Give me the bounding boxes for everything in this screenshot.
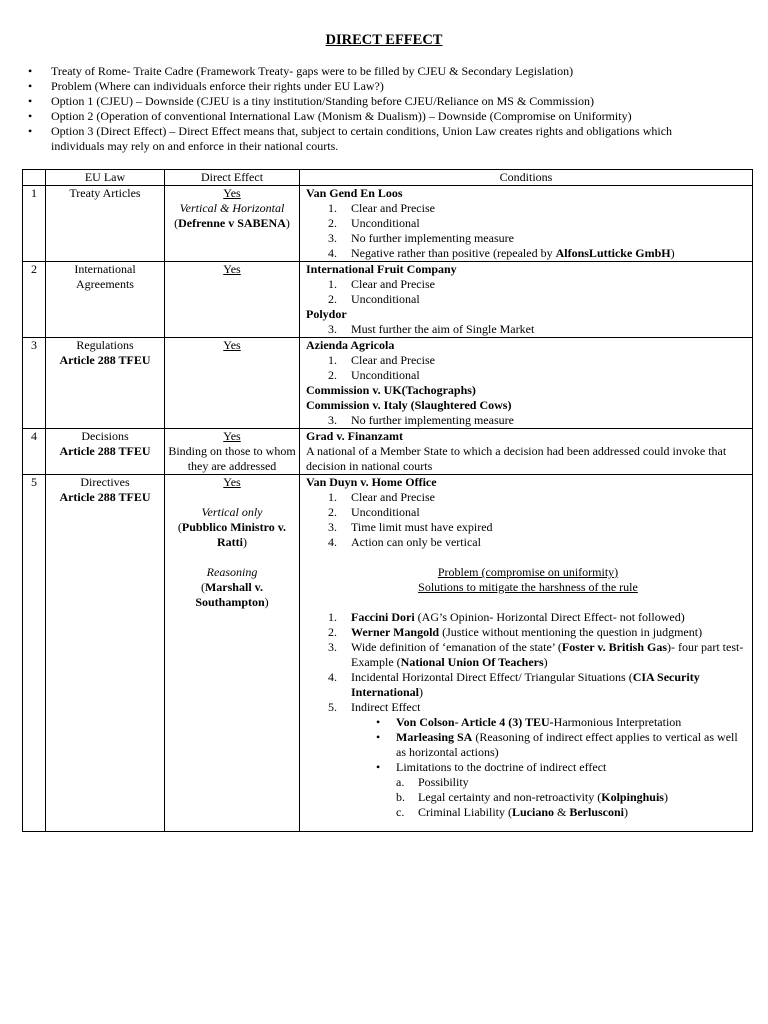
direct-effect-reasoning: Reasoning: [206, 565, 258, 579]
list-item: 3. Must further the aim of Single Market: [328, 322, 535, 336]
intro-item: • Treaty of Rome- Traite Cadre (Framework Treaty- gaps were to be filled by CJEU & Secondary Legislation): [26, 64, 686, 79]
page-title: DIRECT EFFECT: [325, 32, 443, 48]
conditions-list: [306, 413, 750, 428]
direct-effect-scope: Vertical only: [201, 505, 263, 519]
direct-effect-note: Binding on those to whom they are addressed: [168, 444, 296, 473]
case-name: International Fruit Company: [306, 262, 457, 276]
conditions-list: [306, 353, 750, 383]
conditions-list: [306, 201, 750, 261]
eu-law-article: Article 288 TFEU: [59, 444, 151, 458]
case-name: Azienda Agricola: [306, 338, 395, 352]
case-name: Commission v. UK(Tachographs): [306, 383, 476, 397]
list-item: 5. Indirect Effect: [328, 700, 421, 714]
intro-item: • Option 1 (CJEU) – Downside (CJEU is a tiny institution/Standing before CJEU/Reliance on MS & Commission): [26, 94, 686, 109]
list-item: 3. No further implementing measure: [328, 413, 514, 427]
header-num: [23, 170, 46, 186]
direct-effect-cell: [165, 262, 300, 338]
direct-effect-yes: Yes: [223, 338, 241, 352]
direct-effect-table: [22, 169, 753, 832]
table-row: [23, 338, 753, 429]
indirect-effect-list: [306, 715, 750, 775]
case-name: Van Gend En Loos: [306, 186, 403, 200]
list-item: 1. Clear and Precise: [328, 201, 435, 215]
conditions-list: [306, 322, 750, 337]
list-item: 2. Werner Mangold (Justice without mentioning the question in judgment): [328, 625, 703, 639]
list-item: 3. Wide definition of ‘emanation of the state’ (Foster v. British Gas)- four part test- Example (National Union Of Teachers): [328, 640, 744, 669]
eu-law-name: Regulations: [76, 338, 134, 352]
eu-law-name: Directives: [80, 475, 130, 489]
problem-heading: Problem (compromise on uniformity): [437, 565, 619, 579]
list-item: 3. Time limit must have expired: [328, 520, 493, 534]
conditions-cell: [300, 262, 753, 338]
conditions-cell: [300, 338, 753, 429]
direct-effect-cell: [165, 186, 300, 262]
intro-list: [26, 64, 686, 154]
list-item: 1. Faccini Dori (AG’s Opinion- Horizontal Direct Effect- not followed): [328, 610, 685, 624]
list-item: c. Criminal Liability (Luciano & Berlusconi): [396, 805, 629, 819]
direct-effect-scope: Vertical & Horizontal: [179, 201, 285, 215]
conditions-cell: [300, 429, 753, 475]
eu-law-cell: [46, 262, 165, 338]
direct-effect-cell: [165, 475, 300, 832]
list-item: b. Legal certainty and non-retroactivity (Kolpinghuis): [396, 790, 668, 804]
list-item: 4. Action can only be vertical: [328, 535, 481, 549]
row-number: 3: [23, 338, 46, 429]
direct-effect-yes: Yes: [223, 186, 241, 200]
case-name: Van Duyn v. Home Office: [306, 475, 437, 489]
table-header-row: [23, 170, 753, 186]
header-conditions: Conditions: [300, 170, 753, 186]
list-item: • Von Colson- Article 4 (3) TEU-Harmonious Interpretation: [306, 715, 750, 730]
header-eu-law: EU Law: [46, 170, 165, 186]
direct-effect-yes: Yes: [223, 262, 241, 276]
conditions-cell: [300, 186, 753, 262]
direct-effect-cell: [165, 429, 300, 475]
list-item: • Marleasing SA (Reasoning of indirect effect applies to vertical as well as horizontal actions): [306, 730, 750, 760]
row-number: 4: [23, 429, 46, 475]
conditions-list: [306, 490, 750, 550]
conditions-list: [306, 277, 750, 307]
eu-law-cell: [46, 475, 165, 832]
eu-law-article: Article 288 TFEU: [59, 353, 151, 367]
intro-item: • Option 2 (Operation of conventional International Law (Monism & Dualism)) – Downside (Compromise on Uniformity): [26, 109, 686, 124]
direct-effect-yes: Yes: [223, 475, 241, 489]
eu-law-cell: [46, 429, 165, 475]
list-item: 2. Unconditional: [328, 368, 420, 382]
eu-law-name: International Agreements: [74, 262, 136, 291]
row-number: 2: [23, 262, 46, 338]
table-row: [23, 429, 753, 475]
eu-law-name: Decisions: [81, 429, 129, 443]
list-item: 3. No further implementing measure: [328, 231, 514, 245]
eu-law-article: Article 288 TFEU: [59, 490, 151, 504]
conditions-cell: [300, 475, 753, 832]
direct-effect-yes: Yes: [223, 429, 241, 443]
solutions-heading: Solutions to mitigate the harshness of the rule: [418, 580, 638, 594]
direct-effect-cell: [165, 338, 300, 429]
table-row: [23, 475, 753, 832]
row-number: 5: [23, 475, 46, 832]
list-item: 4. Incidental Horizontal Direct Effect/ Triangular Situations (CIA Security International): [328, 670, 700, 699]
direct-effect-case: (Defrenne v SABENA): [174, 216, 290, 230]
eu-law-cell: [46, 338, 165, 429]
list-item: 2. Unconditional: [328, 292, 420, 306]
row-number: 1: [23, 186, 46, 262]
intro-item: • Option 3 (Direct Effect) – Direct Effect means that, subject to certain conditions, Union Law creates rights and obligations which individuals may rely on and enforce in their national courts.: [26, 124, 686, 154]
case-name: Polydor: [306, 307, 347, 321]
header-direct-effect: Direct Effect: [165, 170, 300, 186]
solutions-list: [306, 610, 750, 715]
list-item: 1. Clear and Precise: [328, 490, 435, 504]
list-item: • Limitations to the doctrine of indirect effect: [306, 760, 750, 775]
list-item: 4. Negative rather than positive (repealed by AlfonsLutticke GmbH): [328, 246, 675, 260]
direct-effect-case: (Pubblico Ministro v. Ratti): [177, 520, 287, 549]
case-name: Grad v. Finanzamt: [306, 429, 404, 443]
limitations-list: [306, 775, 750, 820]
list-item: a. Possibility: [396, 775, 469, 789]
list-item: 2. Unconditional: [328, 216, 420, 230]
eu-law-cell: [46, 186, 165, 262]
table-row: [23, 262, 753, 338]
eu-law-name: Treaty Articles: [69, 186, 141, 200]
list-item: 1. Clear and Precise: [328, 277, 435, 291]
intro-item: • Problem (Where can individuals enforce their rights under EU Law?): [26, 79, 686, 94]
list-item: 2. Unconditional: [328, 505, 420, 519]
direct-effect-reasoning-case: (Marshall v. Southampton): [195, 580, 269, 609]
condition-text: A national of a Member State to which a decision had been addressed could invoke that decision in national courts: [306, 444, 727, 473]
case-name: Commission v. Italy (Slaughtered Cows): [306, 398, 512, 412]
table-row: [23, 186, 753, 262]
list-item: 1. Clear and Precise: [328, 353, 435, 367]
